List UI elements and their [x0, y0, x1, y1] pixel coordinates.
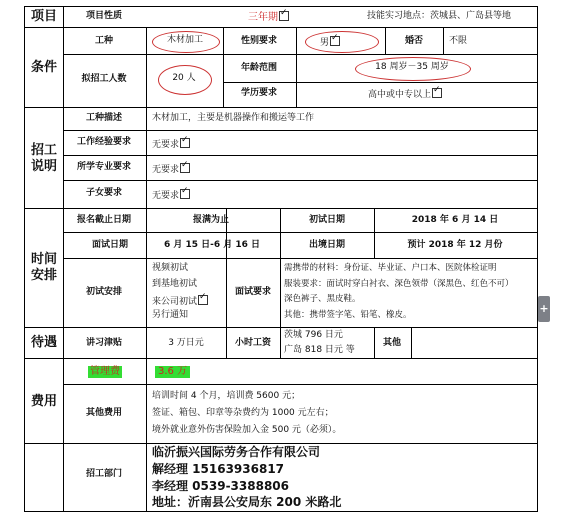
headcount-value: 20 人 [172, 73, 196, 83]
section-conditions-label: 条件 [30, 60, 58, 75]
row-sep [63, 384, 538, 385]
row-sep [24, 208, 538, 209]
row-sep [24, 327, 538, 328]
marriage-value: 不限 [449, 36, 468, 46]
col-sep [146, 28, 147, 512]
contact-line: 解经理 15163936817 [152, 462, 285, 476]
section-fees-label: 费用 [30, 394, 58, 409]
row-sep [24, 358, 538, 359]
interview-date-value: 6 月 15 日-6 月 16 日 [163, 240, 261, 250]
other-treatment-label: 其他 [382, 338, 402, 348]
checkbox-checked-icon[interactable] [330, 36, 340, 46]
gender-circle [305, 31, 379, 53]
address-line: 地址：沂南县公安局东 200 米路北 [152, 495, 342, 509]
row-sep [223, 82, 538, 83]
nature-value: 三年期✓ [248, 11, 289, 23]
first-exam-value: 2018 年 6 月 14 日 [411, 215, 499, 225]
header-nature-label: 项目性质 [85, 11, 123, 21]
job-desc-label: 工种描述 [85, 113, 123, 123]
other-fee-line: 境外就业意外伤害保险加入金 500 元（必须）。 [152, 425, 342, 435]
marriage-label: 婚否 [404, 36, 424, 46]
row-sep [24, 107, 538, 108]
interview-req-line: 服装要求：面试时穿白衬衣、深色领带（深黑色、红色不可） [284, 279, 514, 289]
hourly-wage-label: 小时工资 [234, 338, 272, 348]
management-fee-value: 3.6 万 [155, 366, 190, 378]
first-exam-label: 初试日期 [308, 215, 346, 225]
contact-line: 李经理 0539-3388806 [152, 479, 290, 493]
col-sep [223, 28, 224, 108]
company-name: 临沂振兴国际劳务合作有限公司 [152, 445, 321, 459]
row-sep [63, 155, 538, 156]
gender-label: 性别要求 [240, 36, 278, 46]
checkbox-checked-icon[interactable] [180, 189, 190, 199]
gender-value: 男✓ [320, 36, 340, 48]
interview-req-label: 面试要求 [234, 287, 272, 297]
row-sep [63, 232, 538, 233]
col-sep [374, 208, 375, 258]
row-sep [63, 54, 538, 55]
management-fee-label: 管理费 [90, 366, 120, 377]
arrange-option: 视频初试 [152, 263, 189, 273]
col-sep [280, 327, 281, 359]
col-sep [226, 258, 227, 328]
job-desc-value: 木材加工，主要是机器操作和搬运等工作 [152, 113, 315, 123]
department-label: 招工部门 [85, 469, 123, 479]
education-label: 学历要求 [240, 88, 278, 98]
checkbox-checked-icon[interactable] [180, 138, 190, 148]
table-border-left [24, 6, 25, 512]
section-recruit-label-1: 招工 [30, 143, 58, 158]
arrangement-label: 初试安排 [85, 287, 123, 297]
job-type-value: 木材加工 [166, 35, 204, 45]
subsidy-label: 讲习津贴 [85, 338, 123, 348]
interview-req-line: 需携带的材料：身份证、毕业证、户口本、医院体检证明 [284, 263, 497, 273]
arrange-option: 到基地初试 [152, 279, 198, 289]
subsidy-value: 3 万日元 [168, 338, 204, 348]
experience-label: 工作经验要求 [76, 137, 132, 147]
header-project-label: 项目 [30, 9, 58, 24]
age-label: 年龄范围 [240, 63, 278, 73]
arrange-option: 来公司初试✓ [152, 295, 208, 307]
major-label: 所学专业要求 [76, 162, 132, 172]
col-sep [63, 6, 64, 512]
other-fee-line: 签证、箱包、印章等杂费约为 1000 元左右； [152, 408, 334, 418]
hourly-wage-line: 茨城 796 日元 [284, 330, 343, 340]
interview-req-line: 其他：携带签字笔、铅笔、橡皮。 [284, 310, 412, 320]
table-border-top [24, 6, 538, 7]
deadline-value: 报满为止 [192, 215, 230, 225]
location-text: 技能实习地点：茨城县、广岛县等地 [367, 11, 512, 21]
section-schedule-label-1: 时间 [30, 252, 58, 267]
checkbox-checked-icon[interactable] [180, 163, 190, 173]
arrange-option: 另行通知 [152, 310, 189, 320]
hourly-wage-line: 广岛 818 日元 等 [284, 345, 355, 355]
row-sep [63, 180, 538, 181]
job-type-label: 工种 [94, 36, 114, 46]
age-value: 18 周岁－35 周岁 [375, 62, 449, 72]
row-sep [24, 443, 538, 444]
children-label: 子女要求 [85, 188, 123, 198]
checkbox-checked-icon[interactable] [279, 11, 289, 21]
col-sep [443, 28, 444, 55]
checkbox-checked-icon[interactable] [198, 295, 208, 305]
headcount-label: 拟招工人数 [81, 74, 127, 84]
expand-handle-button[interactable]: + [538, 296, 550, 322]
col-sep [374, 327, 375, 359]
children-value: 无要求✓ [152, 189, 190, 201]
deadline-label: 报名截止日期 [76, 215, 132, 225]
col-sep [226, 327, 227, 359]
section-schedule-label-2: 安排 [30, 268, 58, 283]
col-sep [411, 327, 412, 359]
col-sep [296, 28, 297, 108]
row-sep [63, 258, 538, 259]
section-treatment-label: 待遇 [30, 335, 58, 350]
interview-req-line: 深色裤子、黑皮鞋。 [284, 294, 361, 304]
interview-date-label: 面试日期 [91, 240, 129, 250]
other-fees-label: 其他费用 [85, 408, 123, 418]
major-value: 无要求✓ [152, 163, 190, 175]
other-fee-line: 培训时间 4 个月，培训费 5600 元； [152, 391, 301, 401]
checkbox-checked-icon[interactable] [432, 88, 442, 98]
col-sep [385, 28, 386, 55]
departure-label: 出境日期 [308, 240, 346, 250]
section-recruit-label-2: 说明 [30, 159, 58, 174]
row-sep [63, 130, 538, 131]
row-sep [24, 27, 538, 28]
departure-value: 预计 2018 年 12 月份 [407, 240, 503, 250]
col-sep [280, 208, 281, 328]
education-value: 高中或中专以上✓ [368, 88, 442, 100]
experience-value: 无要求✓ [152, 138, 190, 150]
